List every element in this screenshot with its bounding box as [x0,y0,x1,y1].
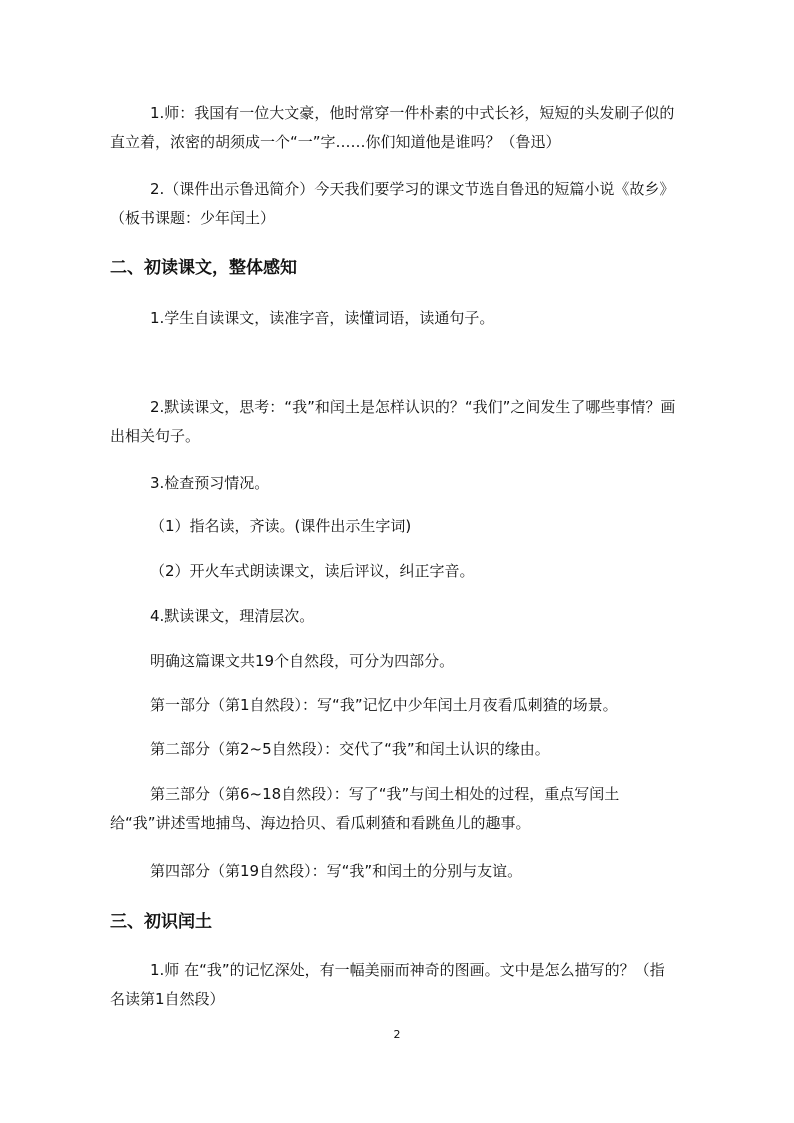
paragraph-self-reading: 1.学生自读课文，读准字音，读懂词语，读通句子。 [150,309,495,327]
paragraph-four-parts: 明确这篇课文共19个自然段，可分为四部分。 [150,652,455,670]
paragraph-intro-teacher-question: 1.师：我国有一位大文豪，他时常穿一件朴素的中式长衫，短短的头发刷子似的直立着，浓密的胡须成一个“一”字……你们知道他是谁吗？（鲁迅） [110,104,675,151]
paragraph-courseware-intro: 2.（课件出示鲁迅简介）今天我们要学习的课文节选自鲁迅的短篇小说《故乡》（板书课题：少年闰土） [110,180,675,227]
paragraph-check-preview: 3.检查预习情况。 [150,474,270,492]
paragraph-part-four: 第四部分（第19自然段）：写“我”和闰土的分别与友谊。 [150,862,523,880]
paragraph-memory-picture: 1.师 在“我”的记忆深处，有一幅美丽而神奇的图画。文中是怎么描写的？（指名读第1自然段） [110,961,665,1008]
paragraph-part-two: 第二部分（第2~5自然段）：交代了“我”和闰土认识的缘由。 [150,740,550,758]
section-heading-meet-runtu: 三、初识闰土 [110,912,212,932]
paragraph-clarify-structure: 4.默读课文，理清层次。 [150,607,315,625]
paragraph-part-three: 第三部分（第6~18自然段）：写了“我”与闰土相处的过程，重点写闰土给“我”讲述雪地捕鸟、海边拾贝、看瓜刺猹和看跳鱼儿的趣事。 [110,785,620,832]
section-heading-first-reading: 二、初读课文，整体感知 [110,258,297,278]
paragraph-silent-reading-questions: 2.默读课文，思考：“我”和闰土是怎样认识的？“我们”之间发生了哪些事情？画出相关句子。 [110,398,676,445]
paragraph-part-one: 第一部分（第1自然段）：写“我”记忆中少年闰土月夜看瓜刺猹的场景。 [150,696,618,714]
paragraph-named-reading: （1）指名读，齐读。(课件出示生字词) [150,517,412,535]
page-number: 2 [393,1028,401,1041]
paragraph-train-reading: （2）开火车式朗读课文，读后评议，纠正字音。 [150,562,475,580]
